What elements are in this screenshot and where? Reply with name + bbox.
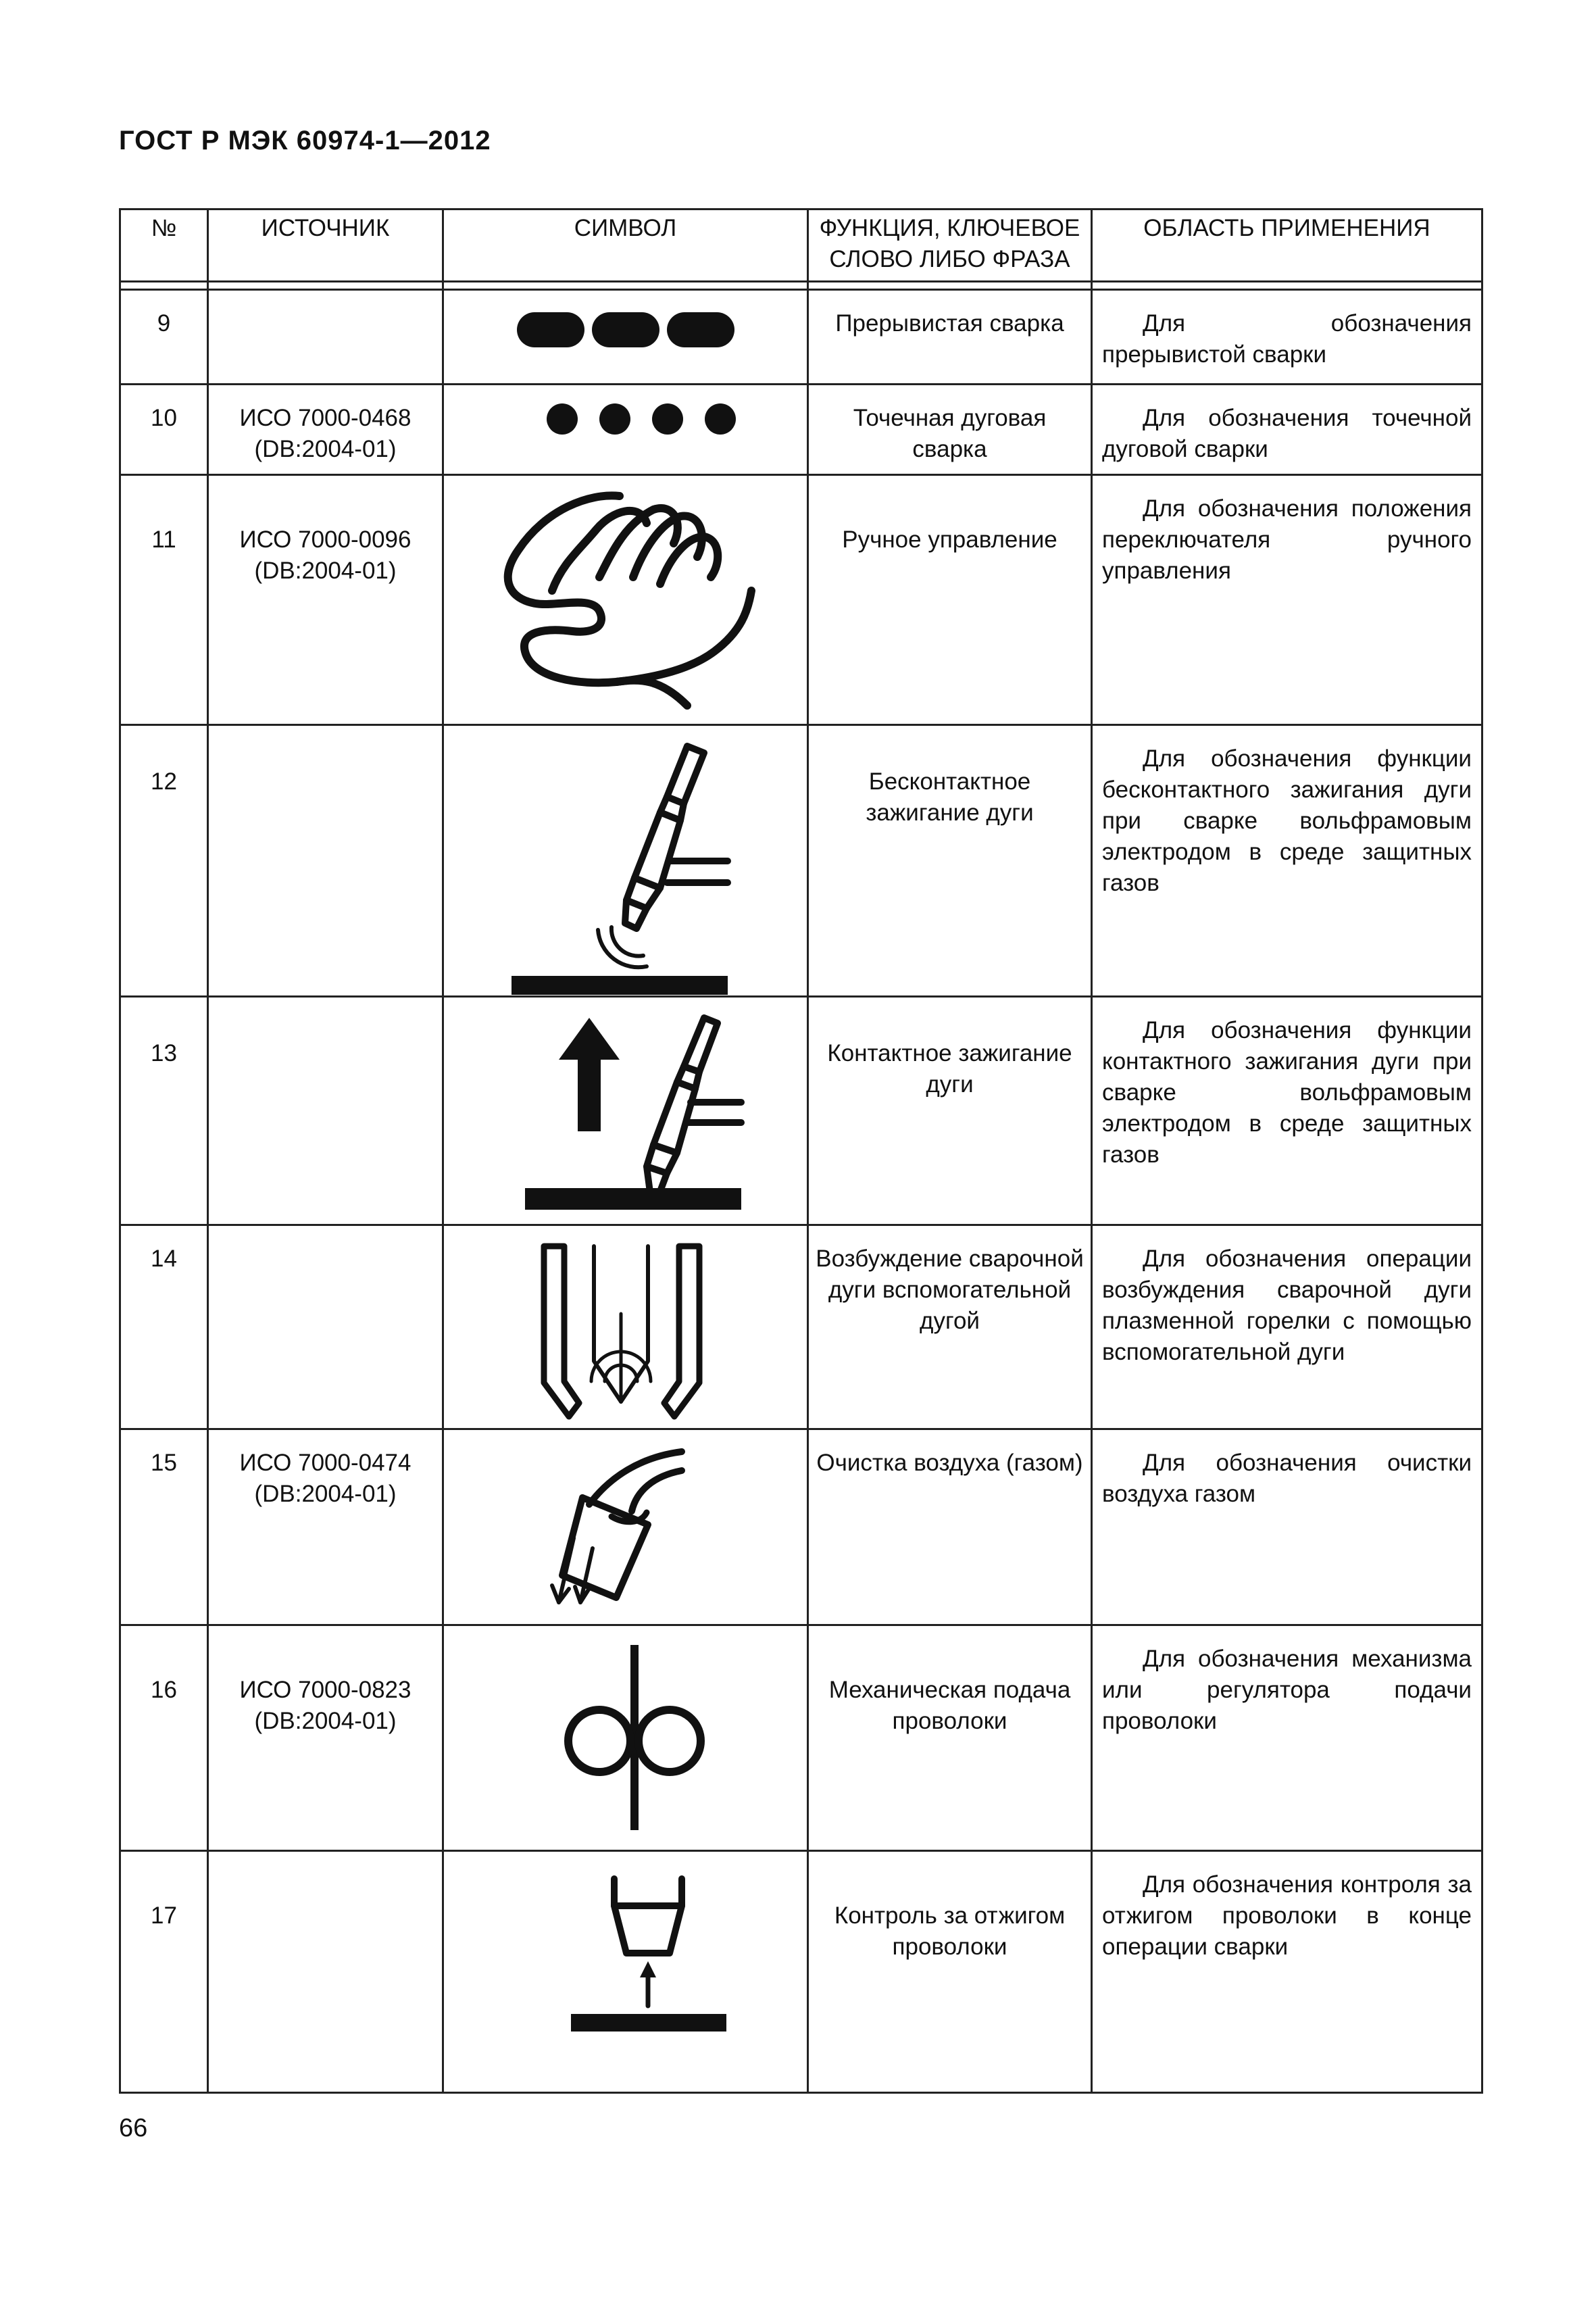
spot-arc-weld-icon [444, 385, 809, 473]
row-area-text: Для обозначения функции контактного зажигания дуги при сварке вольфрамовым электродом в среде защитных газов [1102, 1017, 1472, 1168]
table-row [120, 1429, 1482, 1625]
row-symbol [443, 1429, 808, 1625]
table-row [120, 1225, 1482, 1429]
symbols-table [119, 208, 1483, 2094]
row-symbol [443, 475, 808, 725]
row-number: 15 [120, 1429, 208, 1625]
interrupted-weld-icon [444, 291, 809, 383]
table-row [120, 997, 1482, 1225]
row-area-text: Для обозначения точечной дуговой сварки [1102, 405, 1472, 462]
row-area [1092, 725, 1482, 997]
row-symbol [443, 997, 808, 1225]
row-number: 10 [120, 385, 208, 475]
table-row [120, 1625, 1482, 1851]
row-number: 14 [120, 1225, 208, 1429]
contactless-arc-ignition-icon [444, 726, 809, 995]
row-function: Контактное зажигание дуги [808, 997, 1092, 1225]
row-area [1092, 475, 1482, 725]
row-area-text: Для обозначения очистки воздуха газом [1102, 1450, 1472, 1507]
column-header-function: ФУНКЦИЯ, КЛЮЧЕВОЕ СЛОВО ЛИБО ФРАЗА [808, 210, 1092, 282]
pilot-arc-icon [444, 1226, 809, 1427]
row-number: 9 [120, 290, 208, 385]
row-symbol [443, 1225, 808, 1429]
row-number: 17 [120, 1851, 208, 2093]
table-row [120, 385, 1482, 475]
row-area [1092, 997, 1482, 1225]
table-row [120, 725, 1482, 997]
hand-control-icon [444, 476, 809, 723]
row-area [1092, 385, 1482, 475]
row-number: 16 [120, 1625, 208, 1851]
table-row [120, 1851, 1482, 2093]
page-number: 66 [119, 2114, 148, 2142]
row-function: Возбуждение сварочной дуги вспомогательной дугой [808, 1225, 1092, 1429]
row-source [208, 290, 443, 385]
row-source: ИСО 7000-0468 (DB:2004-01) [208, 385, 443, 475]
row-source: ИСО 7000-0474 (DB:2004-01) [208, 1429, 443, 1625]
row-area [1092, 1429, 1482, 1625]
header-spacer-row [120, 282, 1482, 290]
row-number: 11 [120, 475, 208, 725]
row-symbol [443, 290, 808, 385]
wire-feed-icon [444, 1626, 809, 1849]
row-function: Ручное управление [808, 475, 1092, 725]
row-source [208, 725, 443, 997]
row-source: ИСО 7000-0096 (DB:2004-01) [208, 475, 443, 725]
table-row [120, 475, 1482, 725]
row-area-text: Для обозначения положения переключателя ручного управления [1102, 495, 1472, 584]
row-source [208, 1851, 443, 2093]
row-area-text: Для обозначения функции бесконтактного зажигания дуги при сварке вольфрамовым электродом в среде защитных газов [1102, 745, 1472, 896]
column-header-area: ОБЛАСТЬ ПРИМЕНЕНИЯ [1092, 210, 1482, 282]
row-number: 13 [120, 997, 208, 1225]
row-source: ИСО 7000-0823 (DB:2004-01) [208, 1625, 443, 1851]
contact-arc-ignition-icon [444, 998, 809, 1223]
row-area-text: Для обозначения прерывистой сварки [1102, 310, 1472, 368]
row-area [1092, 290, 1482, 385]
row-source [208, 997, 443, 1225]
row-function: Механическая подача проволоки [808, 1625, 1092, 1851]
table-header-row [120, 210, 1482, 282]
column-header-source: ИСТОЧНИК [208, 210, 443, 282]
column-header-symbol: СИМВОЛ [443, 210, 808, 282]
row-function: Бесконтактное зажигание дуги [808, 725, 1092, 997]
row-number: 12 [120, 725, 208, 997]
row-area-text: Для обозначения операции возбуждения сварочной дуги плазменной горелки с помощью вспомогательной дуги [1102, 1246, 1472, 1365]
row-area [1092, 1225, 1482, 1429]
row-symbol [443, 385, 808, 475]
row-area [1092, 1851, 1482, 2093]
document-title: ГОСТ Р МЭК 60974-1—2012 [119, 126, 491, 155]
row-symbol [443, 1851, 808, 2093]
row-symbol [443, 725, 808, 997]
burnback-control-icon [444, 1852, 809, 2091]
air-gas-purge-icon [444, 1430, 809, 1623]
row-area [1092, 1625, 1482, 1851]
table-row [120, 290, 1482, 385]
row-function: Очистка воздуха (газом) [808, 1429, 1092, 1625]
column-header-number: № [120, 210, 208, 282]
row-function: Точечная дуговая сварка [808, 385, 1092, 475]
row-function: Прерывистая сварка [808, 290, 1092, 385]
row-source [208, 1225, 443, 1429]
row-area-text: Для обозначения контроля за отжигом проволоки в конце операции сварки [1102, 1871, 1472, 1960]
row-symbol [443, 1625, 808, 1851]
row-area-text: Для обозначения механизма или регулятора подачи проволоки [1102, 1646, 1472, 1734]
row-function: Контроль за отжигом проволоки [808, 1851, 1092, 2093]
